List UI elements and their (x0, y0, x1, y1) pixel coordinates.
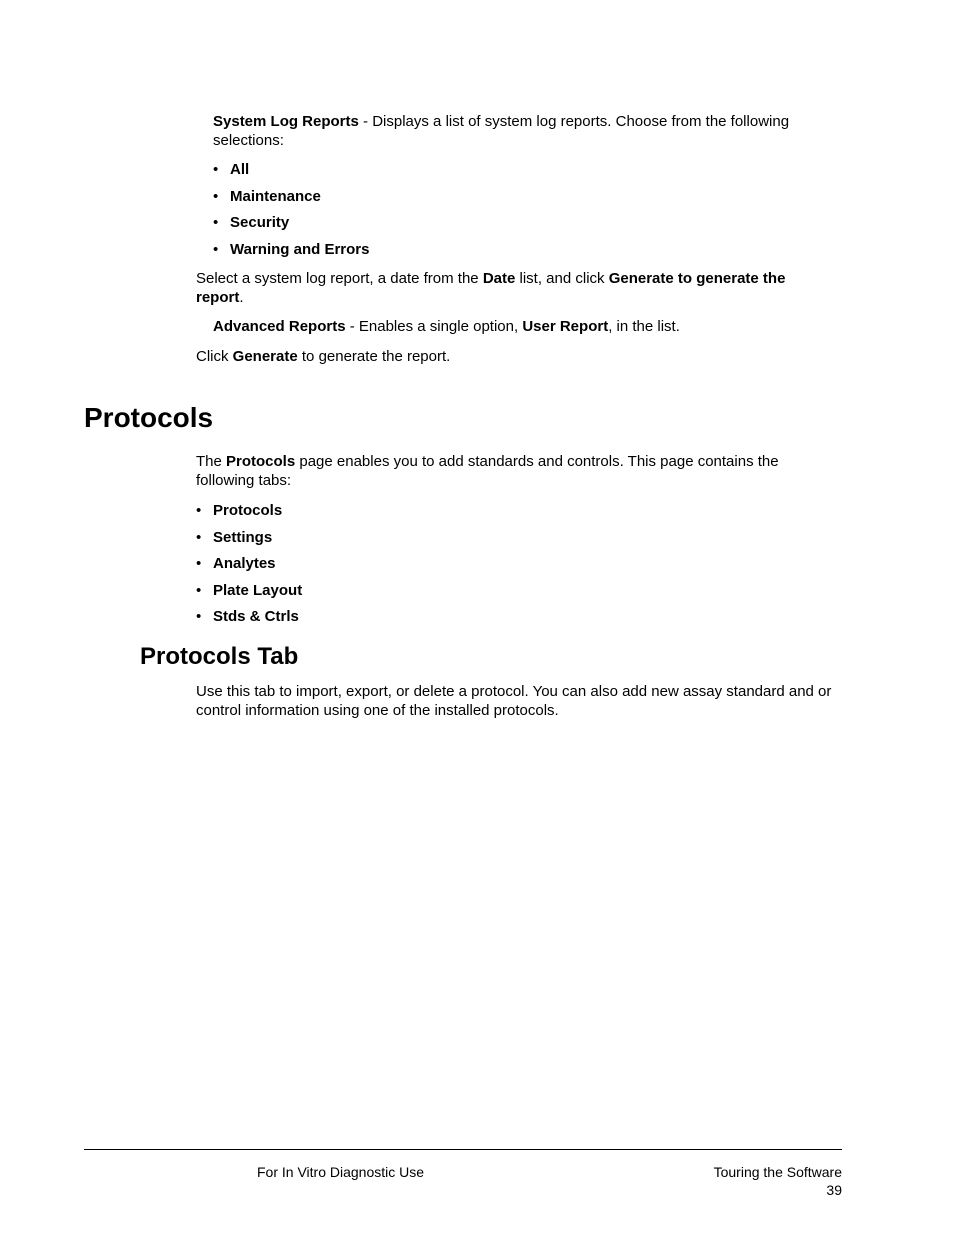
text: page enables you to add standards and controls. This page contains the following tabs: (196, 453, 779, 489)
text: list, and click (515, 270, 609, 287)
date-term: Date (482, 270, 516, 287)
text: Click (196, 348, 233, 365)
text: Select a system log report, a date from the (196, 270, 483, 287)
text: The (196, 453, 227, 470)
footer-divider (84, 1149, 842, 1150)
list-item: • Protocols (213, 501, 302, 528)
text: - Enables a single option, (345, 318, 523, 335)
protocols-intro-paragraph (196, 452, 821, 490)
protocols-tab-body: Use this tab to import, export, or delete a protocol. You can also add new assay standard and or control information using one of the installed protocols. (196, 683, 832, 719)
page-number: 39 (826, 1182, 842, 1198)
protocols-tab-heading: Protocols Tab (140, 643, 299, 670)
list-item: • Settings (213, 528, 302, 555)
list-item: • Maintenance (230, 187, 369, 214)
user-report-term: User Report (522, 318, 609, 335)
click-generate-paragraph (196, 347, 836, 366)
list-item: • Security (230, 213, 369, 240)
text: . (239, 289, 244, 306)
advanced-reports-term: Advanced Reports (213, 318, 346, 335)
system-log-selection-list (230, 160, 369, 266)
system-log-reports-paragraph (213, 112, 833, 150)
protocols-tabs-list (213, 501, 302, 634)
list-item: • Analytes (213, 554, 302, 581)
select-report-paragraph (196, 269, 836, 307)
text: to generate the report. (297, 348, 451, 365)
protocols-heading: Protocols (84, 402, 214, 433)
list-item: • Warning and Errors (230, 240, 369, 267)
footer-left-text: For In Vitro Diagnostic Use (257, 1164, 425, 1180)
list-item: • All (230, 160, 369, 187)
footer-section-title: Touring the Software (713, 1164, 842, 1180)
advanced-reports-paragraph (213, 317, 833, 336)
list-item: • Stds & Ctrls (213, 607, 302, 634)
system-log-reports-desc: - Displays a list of system log reports. Choose from the following selections: (213, 113, 790, 149)
generate-term: Generate to generate the report (196, 270, 786, 306)
protocols-term: Protocols (226, 453, 296, 470)
text: , in the list. (608, 318, 680, 335)
generate-term: Generate (232, 348, 298, 365)
system-log-reports-term: System Log Reports (213, 113, 359, 130)
list-item: • Plate Layout (213, 581, 302, 608)
